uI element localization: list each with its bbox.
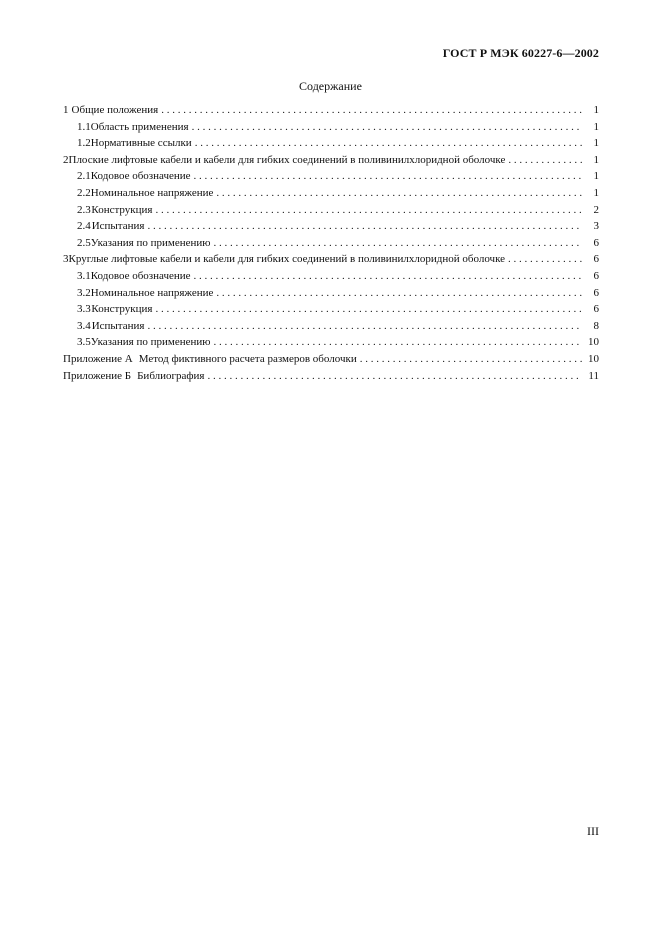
toc-number: 1.2 (77, 137, 91, 150)
dot-leader (508, 152, 582, 169)
toc-row[interactable] (63, 334, 599, 351)
toc-row[interactable] (63, 119, 599, 136)
dot-leader (195, 135, 582, 152)
toc-number: 3.4 (77, 319, 91, 332)
toc-row[interactable] (63, 251, 599, 268)
dot-leader (161, 102, 582, 119)
dot-leader (207, 368, 582, 385)
toc-entry-text: Конструкция (91, 203, 153, 216)
toc-row[interactable] (63, 268, 599, 285)
toc-number: 2 (63, 153, 69, 166)
toc-entry-text: Плоские лифтовые кабели и кабели для гибких соединений в поливинилхлоридной оболочке (68, 153, 506, 166)
toc-row[interactable] (63, 318, 599, 335)
toc-row[interactable] (63, 218, 599, 235)
dot-leader (213, 235, 582, 252)
toc-entry-text: Указания по применению (90, 236, 211, 249)
toc-row[interactable] (63, 152, 599, 169)
toc-page-number: 6 (593, 286, 599, 299)
toc-page-number: 6 (593, 236, 599, 249)
table-of-contents (63, 102, 599, 384)
dot-leader (508, 251, 582, 268)
dot-leader (155, 202, 582, 219)
toc-row[interactable] (63, 202, 599, 219)
toc-entry-text: Номинальное напряжение (90, 186, 214, 199)
toc-number: 1 (63, 104, 69, 116)
toc-page-number: 1 (593, 104, 599, 116)
toc-page-number: 6 (593, 303, 599, 316)
toc-row[interactable] (63, 235, 599, 252)
toc-page-number: 1 (593, 186, 599, 199)
toc-number: 2.2 (77, 186, 91, 199)
toc-number: 1.1 (77, 120, 91, 133)
toc-number: 3 (63, 253, 69, 266)
toc-number: 3.3 (77, 303, 91, 316)
toc-row[interactable] (63, 135, 599, 152)
dot-leader (360, 351, 582, 368)
toc-row[interactable] (63, 301, 599, 318)
dot-leader (192, 119, 582, 136)
toc-entry-text: Круглые лифтовые кабели и кабели для гибких соединений в поливинилхлоридной оболочке (68, 253, 506, 266)
toc-page-number: 10 (588, 336, 599, 349)
toc-entry-text: Испытания (91, 220, 145, 233)
toc-row[interactable] (63, 168, 599, 185)
toc-number: 2.1 (77, 170, 91, 183)
toc-number: 3.2 (77, 286, 91, 299)
dot-leader (147, 318, 582, 335)
dot-leader (216, 285, 582, 302)
toc-page-number: 2 (593, 203, 599, 216)
appendix-label: Приложение Б (63, 369, 132, 382)
toc-entry-text: Указания по применению (90, 336, 211, 349)
document-header-id: ГОСТ Р МЭК 60227-6—2002 (442, 46, 599, 60)
dot-leader (216, 185, 582, 202)
toc-page-number: 10 (588, 352, 599, 365)
dot-leader (213, 334, 582, 351)
toc-page-number: 1 (593, 153, 599, 166)
toc-page-number: 6 (593, 253, 599, 266)
toc-entry-text: Область применения (90, 120, 189, 133)
toc-entry-text: Кодовое обозначение (90, 269, 191, 282)
appendix-label: Приложение А (63, 352, 133, 365)
dot-leader (194, 168, 582, 185)
toc-page-number: 1 (593, 137, 599, 150)
toc-entry-text: Общие положения (71, 104, 159, 116)
dot-leader (147, 218, 582, 235)
toc-entry-text: Конструкция (91, 303, 153, 316)
toc-number: 2.5 (77, 236, 91, 249)
toc-page-number: 11 (588, 369, 599, 382)
toc-page-number: 8 (593, 319, 599, 332)
toc-entry-text: Кодовое обозначение (90, 170, 191, 183)
toc-entry-text: Номинальное напряжение (90, 286, 214, 299)
toc-page-number: 1 (593, 120, 599, 133)
page-number: III (587, 824, 599, 838)
toc-number: 3.5 (77, 336, 91, 349)
toc-row-appendix[interactable] (63, 368, 599, 385)
toc-number: 2.4 (77, 220, 91, 233)
toc-entry-text: Нормативные ссылки (90, 137, 192, 150)
toc-page-number: 3 (593, 220, 599, 233)
toc-row[interactable] (63, 285, 599, 302)
toc-number: 3.1 (77, 269, 91, 282)
dot-leader (155, 301, 582, 318)
toc-row-appendix[interactable] (63, 351, 599, 368)
toc-page-number: 6 (593, 269, 599, 282)
toc-number: 2.3 (77, 203, 91, 216)
toc-entry-text: Испытания (91, 319, 145, 332)
dot-leader (194, 268, 582, 285)
toc-row[interactable] (63, 185, 599, 202)
toc-entry-text: Метод фиктивного расчета размеров оболочки (138, 352, 357, 365)
toc-title: Содержание (299, 79, 362, 93)
toc-row[interactable] (63, 102, 599, 119)
toc-entry-text: Библиография (137, 369, 205, 382)
toc-page-number: 1 (593, 170, 599, 183)
